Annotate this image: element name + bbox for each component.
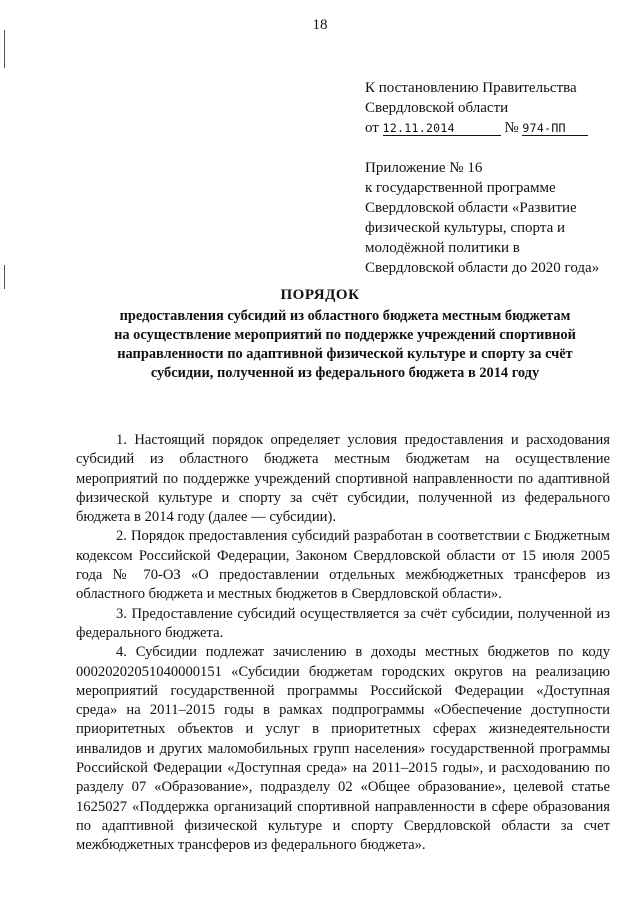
document-title: ПОРЯДОК (280, 287, 360, 303)
subtitle-line: предоставления субсидий из областного бюджета местным бюджетам (119, 308, 571, 324)
paragraph-3: 3. Предоставление субсидий осуществляется за счёт субсидии, полученной из федерального бюджета. (76, 605, 610, 641)
appendix-line: молодёжной политики в (365, 240, 520, 256)
paragraph-4: 4. Субсидии подлежат зачислению в доходы местных бюджетов по коду 00020202051040000151 «Субсидии бюджетам городских округов на реализацию мероприятий государственной программы Российской Федерации «Доступная среда» на 2011–2015 годы в рамках подпрограммы «Обеспечение доступности приоритетных объектов и услуг в приоритетных сферах жизнедеятельности инвалидов и других маломобильных групп населения» государственной программы Российской Федерации «Доступная среда» на 2011–2015 годы», и расходованию по разделу 07 «Образование», подразделу 02 «Общее образование», целевой статье 1625027 «Поддержка организаций спортивной направленности в сфере образования по адаптивной физической культуре и спорту Свердловской области за счет межбюджетных трансферов из федерального бюджета». (76, 644, 610, 854)
document-body (76, 431, 610, 856)
subtitle-line: на осуществление мероприятий по поддержке учреждений спортивной (114, 327, 576, 343)
number-label: № (504, 120, 519, 136)
header-line-2: Свердловской области (365, 100, 509, 116)
resolution-number-field (522, 121, 588, 136)
from-label: от (365, 120, 379, 136)
resolution-number: 974-ПП (522, 121, 566, 135)
appendix-line: Свердловской области «Развитие (365, 200, 577, 216)
appendix-line: физической культуры, спорта и (365, 220, 566, 236)
appendix-line: Свердловской области до 2020 года» (365, 260, 600, 276)
paragraph-2: 2. Порядок предоставления субсидий разработан в соответствии с Бюджетным кодексом Российской Федерации, Законом Свердловской области от 15 июля 2005 года № 70-ОЗ «О предоставлении отдельных межбюджетных трансферов из областного бюджета и местных бюджетов в Свердловской области». (76, 528, 610, 603)
subtitle-line: субсидии, полученной из федерального бюджета в 2014 году (150, 365, 540, 381)
resolution-date-field (383, 121, 501, 136)
paragraph-1: 1. Настоящий порядок определяет условия предоставления и расходования субсидий из областного бюджета местным бюджетам на осуществление мероприятий по поддержке учреждений спортивной направленности по адаптивной физической культуре и спорту за счёт субсидии, полученной из федерального бюджета в 2014 году (далее — субсидии). (76, 432, 610, 526)
margin-binding-mark-middle (4, 265, 5, 289)
header-date-line (365, 118, 633, 138)
appendix-line: к государственной программе (365, 180, 556, 196)
subtitle-line: направленности по адаптивной физической культуре и спорту за счёт (117, 346, 573, 362)
header-spacer (365, 138, 633, 158)
header-line-1: К постановлению Правительства (365, 80, 577, 96)
page-number: 18 (312, 17, 328, 33)
resolution-date: 12.11.2014 (382, 121, 455, 135)
resolution-header (365, 78, 633, 278)
appendix-line: Приложение № 16 (365, 160, 483, 176)
document-subtitle (80, 307, 610, 383)
margin-binding-mark-top (4, 30, 5, 68)
